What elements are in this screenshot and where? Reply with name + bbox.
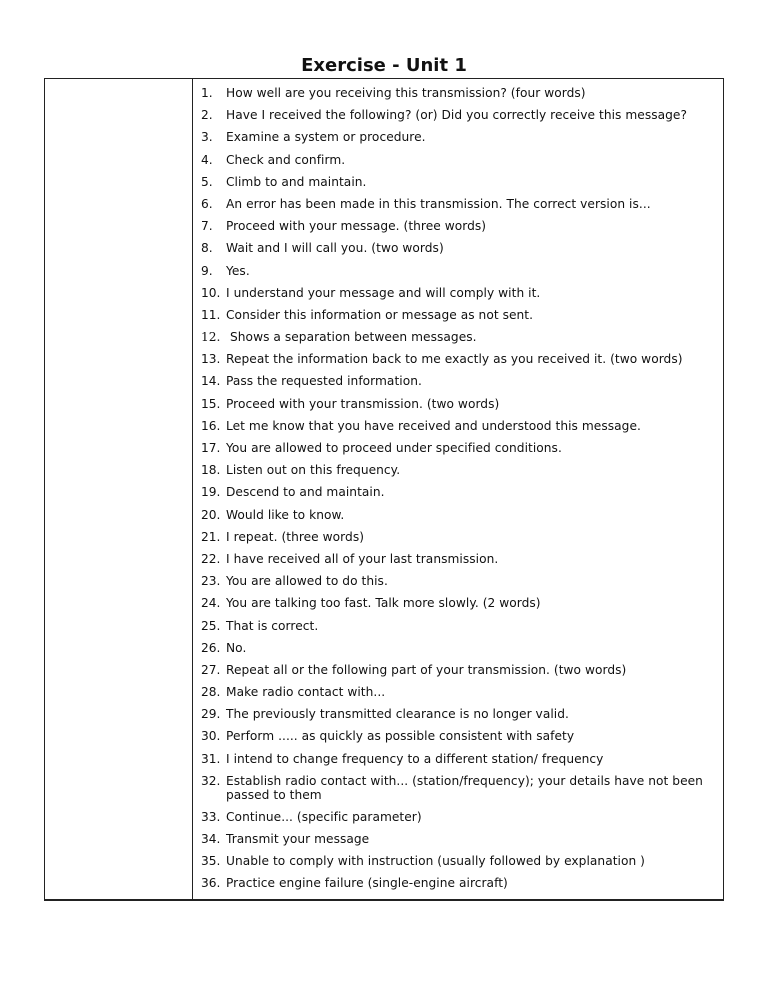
item-text: Have I received the following? (or) Did you correctly receive this message?: [226, 108, 687, 123]
item-number: 33.: [201, 809, 221, 824]
item-number: 30.: [201, 729, 221, 744]
item-number: 21.: [201, 529, 221, 544]
list-item: [201, 548, 717, 570]
phrase-list: [201, 82, 717, 895]
item-text: Continue... (specific parameter): [226, 809, 422, 824]
list-item: [201, 806, 717, 828]
item-number: 16.: [201, 418, 221, 433]
list-item: [201, 637, 717, 659]
item-number: 2.: [201, 108, 213, 123]
list-item: [201, 725, 717, 747]
item-number: 27.: [201, 662, 221, 677]
item-text: Make radio contact with...: [226, 685, 386, 700]
list-item: [201, 82, 717, 104]
item-number: 36.: [201, 876, 221, 891]
item-text: Unable to comply with instruction (usually followed by explanation ): [226, 854, 645, 869]
item-text: I intend to change frequency to a different station/ frequency: [226, 751, 604, 766]
item-number: 20.: [201, 507, 221, 522]
item-text: Check and confirm.: [226, 152, 346, 167]
item-text: An error has been made in this transmission. The correct version is...: [226, 196, 651, 211]
list-item: [201, 326, 717, 348]
list-item: [201, 504, 717, 526]
item-text: Would like to know.: [226, 507, 345, 522]
item-text: Descend to and maintain.: [226, 485, 385, 500]
list-item: [201, 615, 717, 637]
list-item: [201, 282, 717, 304]
item-number: 8.: [201, 241, 213, 256]
item-text: The previously transmitted clearance is no longer valid.: [226, 707, 569, 722]
list-item: [201, 828, 717, 850]
item-text: You are allowed to do this.: [226, 574, 388, 589]
item-text: Practice engine failure (single-engine aircraft): [226, 876, 508, 891]
item-number: 28.: [201, 685, 221, 700]
item-number: 22.: [201, 551, 221, 566]
item-number: 12.: [201, 330, 221, 345]
list-item: [201, 481, 717, 503]
item-text: Yes.: [226, 263, 250, 278]
item-number: 10.: [201, 285, 221, 300]
item-text: That is correct.: [226, 618, 319, 633]
list-item: [201, 437, 717, 459]
item-number: 32.: [201, 773, 221, 788]
list-item: [201, 459, 717, 481]
item-number: 14.: [201, 374, 221, 389]
item-text: No.: [226, 640, 247, 655]
list-item: [201, 370, 717, 392]
list-item: [201, 193, 717, 215]
item-text: Proceed with your transmission. (two words): [226, 396, 500, 411]
item-text: Listen out on this frequency.: [226, 463, 401, 478]
item-number: 17.: [201, 441, 221, 455]
item-number: 25.: [201, 618, 221, 633]
item-text: How well are you receiving this transmission? (four words): [226, 86, 586, 100]
item-number: 35.: [201, 854, 221, 869]
list-item: [201, 149, 717, 171]
item-text: Examine a system or procedure.: [226, 130, 426, 145]
item-number: 34.: [201, 832, 221, 846]
item-text: Consider this information or message as not sent.: [226, 307, 534, 322]
item-text: Climb to and maintain.: [226, 174, 367, 189]
list-item: [201, 748, 717, 770]
item-number: 31.: [201, 751, 221, 766]
item-number: 1.: [201, 86, 213, 100]
list-item: [201, 171, 717, 193]
list-item: [201, 850, 717, 872]
exercise-table: [44, 78, 724, 901]
list-item: [201, 570, 717, 592]
list-item: [201, 526, 717, 548]
item-text: Let me know that you have received and understood this message.: [226, 418, 641, 433]
list-item: [201, 304, 717, 326]
list-item: [201, 703, 717, 725]
list-item: [201, 237, 717, 259]
item-number: 19.: [201, 485, 221, 500]
list-item: [201, 415, 717, 437]
list-item: [201, 681, 717, 703]
list-item: [201, 126, 717, 148]
list-item: [201, 659, 717, 681]
item-text: You are allowed to proceed under specified conditions.: [226, 441, 562, 455]
item-number: 11.: [201, 307, 221, 322]
item-text: Proceed with your message. (three words): [226, 219, 487, 234]
item-text: Wait and I will call you. (two words): [226, 241, 444, 256]
item-number: 15.: [201, 396, 221, 411]
item-number: 26.: [201, 640, 221, 655]
list-item: [201, 260, 717, 282]
list-item: [201, 393, 717, 415]
list-item: [201, 215, 717, 237]
list-item: [201, 770, 717, 806]
list-item: [201, 872, 717, 894]
answer-column[interactable]: [45, 79, 193, 899]
item-text: Repeat the information back to me exactly as you received it. (two words): [226, 352, 683, 367]
item-text: Perform ..... as quickly as possible consistent with safety: [226, 729, 575, 744]
item-text: I have received all of your last transmission.: [226, 551, 499, 566]
item-number: 23.: [201, 574, 221, 589]
item-text: Shows a separation between messages.: [230, 330, 477, 345]
page-title: Exercise - Unit 1: [301, 55, 467, 76]
item-number: 7.: [201, 219, 213, 234]
item-number: 24.: [201, 596, 221, 611]
item-number: 9.: [201, 263, 213, 278]
item-number: 6.: [201, 196, 213, 211]
item-number: 29.: [201, 707, 221, 722]
item-text: I understand your message and will comply with it.: [226, 285, 541, 300]
item-text: Transmit your message: [226, 832, 370, 846]
item-number: 4.: [201, 152, 213, 167]
list-item: [201, 592, 717, 614]
item-number: 5.: [201, 174, 213, 189]
item-number: 13.: [201, 352, 221, 367]
list-item: [201, 104, 717, 126]
item-text: I repeat. (three words): [226, 529, 365, 544]
item-text: Establish radio contact with... (station/frequency); your details have not been passed to them: [226, 773, 703, 802]
item-number: 18.: [201, 463, 221, 478]
item-number: 3.: [201, 130, 213, 145]
item-text: Pass the requested information.: [226, 374, 422, 389]
item-text: Repeat all or the following part of your transmission. (two words): [226, 662, 627, 677]
item-text: You are talking too fast. Talk more slowly. (2 words): [226, 596, 541, 611]
list-item: [201, 348, 717, 370]
